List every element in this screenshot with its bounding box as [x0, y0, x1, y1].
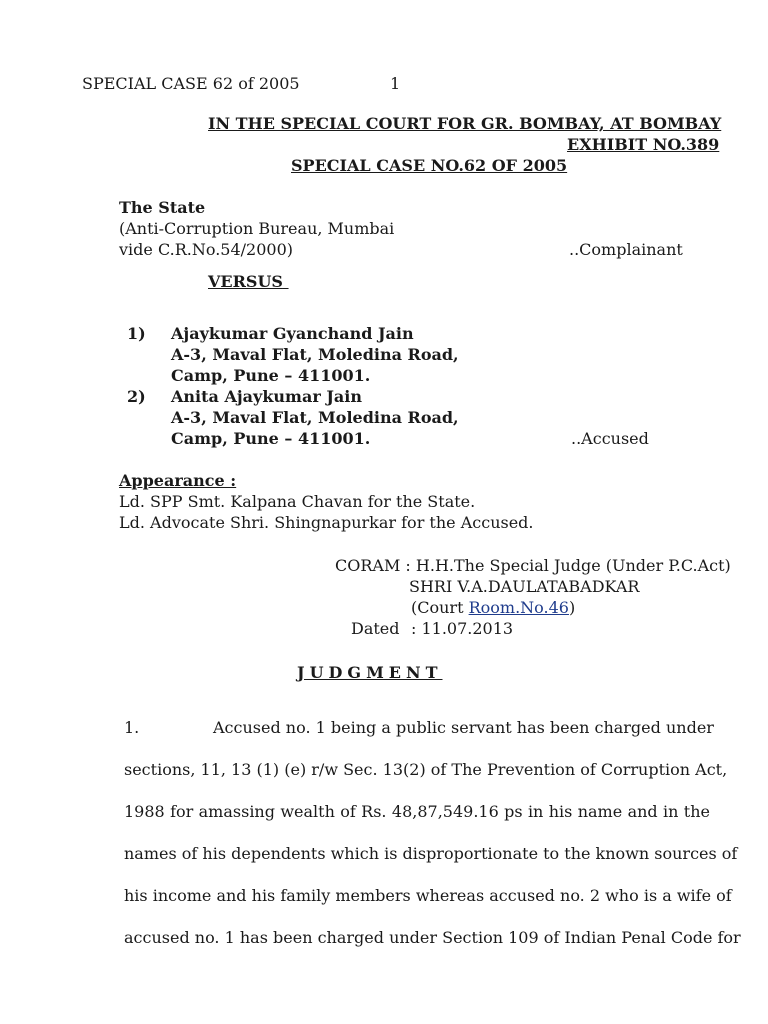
paragraph-line-4: names of his dependents which is disproportionate to the known sources of [124, 844, 738, 863]
accused-2-address-line2: Camp, Pune – 411001. [171, 429, 371, 448]
complainant-role: ..Complainant [569, 240, 683, 259]
court-room-link[interactable]: Room.No.46 [468, 598, 569, 617]
versus-heading: VERSUS [208, 272, 283, 291]
accused-2-number: 2) [127, 387, 146, 406]
accused-1-name: Ajaykumar Gyanchand Jain [171, 324, 414, 343]
appearance-accused: Ld. Advocate Shri. Shingnapurkar for the Accused. [119, 513, 534, 532]
judgment-heading: JUDGMENT [297, 663, 443, 682]
case-title: SPECIAL CASE NO.62 OF 2005 [291, 156, 568, 175]
accused-1-address-line1: A-3, Maval Flat, Moledina Road, [171, 345, 459, 364]
exhibit-number: EXHIBIT NO.389 [567, 135, 720, 154]
accused-2-address-line1: A-3, Maval Flat, Moledina Road, [171, 408, 459, 427]
complainant-name: The State [119, 198, 206, 217]
accused-1-address-line2: Camp, Pune – 411001. [171, 366, 371, 385]
case-reference: SPECIAL CASE 62 of 2005 [82, 74, 300, 93]
accused-1-number: 1) [127, 324, 146, 343]
dated-label: Dated [351, 619, 400, 638]
accused-role: ..Accused [571, 429, 649, 448]
paragraph-line-1: Accused no. 1 being a public servant has been charged under [213, 718, 714, 737]
paragraph-line-2: sections, 11, 13 (1) (e) r/w Sec. 13(2) of The Prevention of Corruption Act, [124, 760, 728, 779]
coram-judge: CORAM : H.H.The Special Judge (Under P.C.Act) [335, 556, 731, 575]
paragraph-line-6: accused no. 1 has been charged under Section 109 of Indian Penal Code for [124, 928, 741, 947]
appearance-heading: Appearance : [119, 471, 237, 490]
complainant-line2: vide C.R.No.54/2000) [119, 240, 293, 259]
paragraph-number: 1. [124, 718, 140, 737]
page-number: 1 [390, 74, 401, 93]
dated-value: : 11.07.2013 [411, 619, 514, 638]
appearance-state: Ld. SPP Smt. Kalpana Chavan for the State. [119, 492, 476, 511]
coram-judge-name: SHRI V.A.DAULATABADKAR [409, 577, 640, 596]
complainant-line1: (Anti-Corruption Bureau, Mumbai [119, 219, 395, 238]
court-name: IN THE SPECIAL COURT FOR GR. BOMBAY, AT BOMBAY [208, 114, 722, 133]
coram-court-room: (Court Room.No.46) [411, 598, 576, 617]
accused-2-name: Anita Ajaykumar Jain [171, 387, 362, 406]
paragraph-line-3: 1988 for amassing wealth of Rs. 48,87,549.16 ps in his name and in the [124, 802, 710, 821]
paragraph-line-5: his income and his family members whereas accused no. 2 who is a wife of [124, 886, 732, 905]
